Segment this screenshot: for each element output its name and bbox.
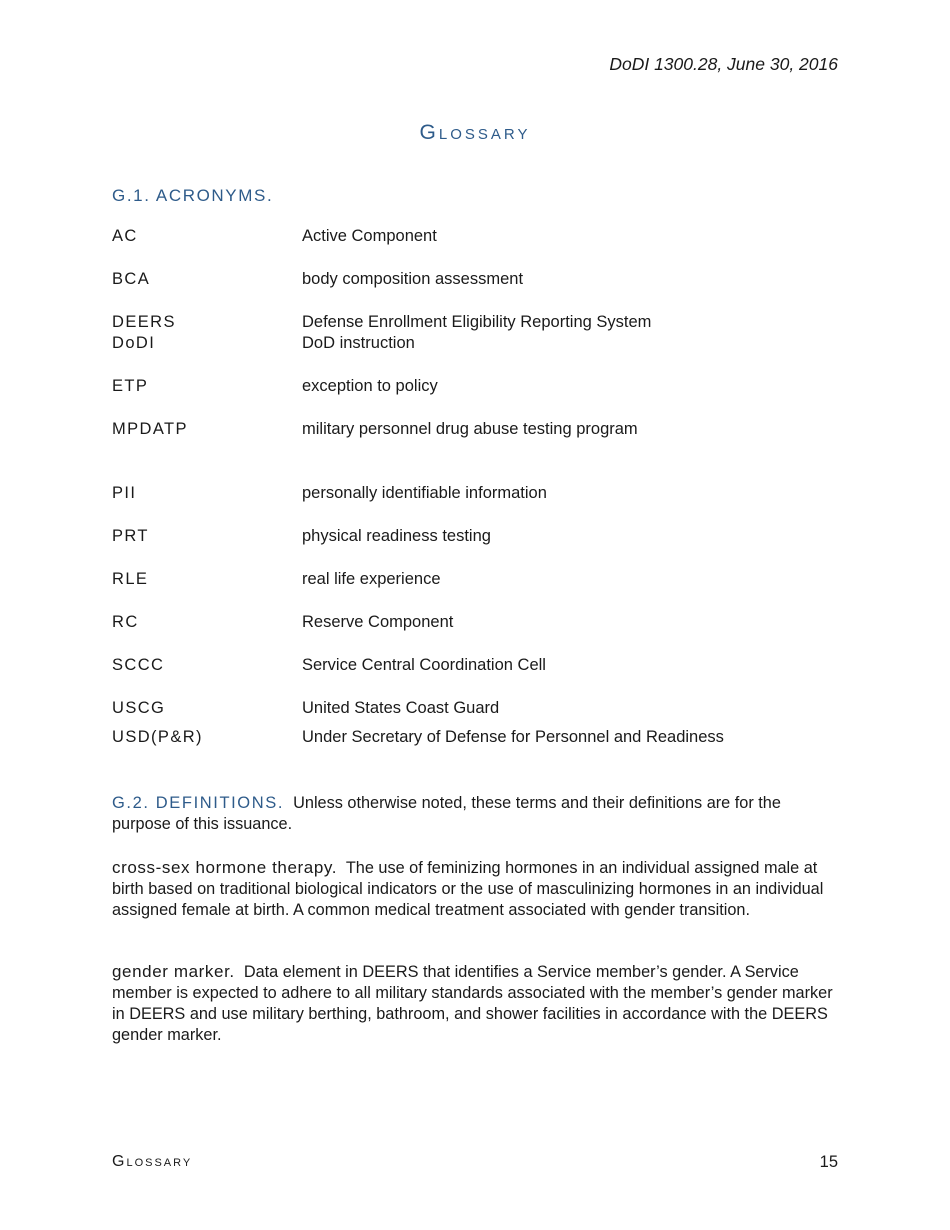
acronym-definition: Reserve Component bbox=[302, 613, 454, 631]
acronym-definition: Under Secretary of Defense for Personnel and Readiness bbox=[302, 728, 724, 746]
acronym-definition: real life experience bbox=[302, 570, 441, 588]
acronym-row bbox=[112, 482, 852, 504]
acronym-row bbox=[112, 418, 852, 440]
acronym-definition: United States Coast Guard bbox=[302, 699, 500, 717]
acronym-definition: Active Component bbox=[302, 227, 437, 245]
acronym-row bbox=[112, 332, 852, 354]
definition-text: Data element in DEERS that identifies a Service member’s gender. A Service member is expected to adhere to all military standards associated with the member’s gender marker in DEERS and use military berthing, bathroom, and shower facilities in accordance with the DEERS gender marker. bbox=[112, 963, 833, 1044]
acronym-row bbox=[112, 268, 852, 290]
definitions-intro-paragraph bbox=[112, 793, 838, 835]
acronym-definition: exception to policy bbox=[302, 377, 438, 395]
acronym-row bbox=[112, 726, 852, 748]
definition-entry bbox=[112, 961, 838, 1046]
acronym-term: PII bbox=[112, 484, 137, 502]
page-title: Glossary bbox=[419, 121, 531, 144]
acronym-definition: physical readiness testing bbox=[302, 527, 491, 545]
acronym-definition: Defense Enrollment Eligibility Reporting System bbox=[302, 313, 652, 331]
footer-page-number: 15 bbox=[819, 1153, 838, 1171]
acronym-definition: military personnel drug abuse testing program bbox=[302, 420, 638, 438]
acronym-row bbox=[112, 697, 852, 719]
acronym-term: RLE bbox=[112, 570, 149, 588]
acronym-term: BCA bbox=[112, 270, 151, 288]
acronym-row bbox=[112, 375, 852, 397]
footer-section-label: Glossary bbox=[112, 1153, 193, 1170]
acronym-definition: Service Central Coordination Cell bbox=[302, 656, 546, 674]
acronym-term: AC bbox=[112, 227, 138, 245]
acronym-term: MPDATP bbox=[112, 420, 188, 438]
acronym-term: PRT bbox=[112, 527, 149, 545]
definitions-heading: G.2. DEFINITIONS. bbox=[112, 794, 285, 812]
definition-entry bbox=[112, 857, 838, 921]
acronym-definition: DoD instruction bbox=[302, 334, 415, 352]
acronym-row bbox=[112, 225, 852, 247]
acronym-row bbox=[112, 654, 852, 676]
acronyms-heading: G.1. ACRONYMS. bbox=[112, 186, 274, 205]
acronym-term: DEERS bbox=[112, 313, 176, 331]
acronym-row bbox=[112, 611, 852, 633]
acronym-definition: body composition assessment bbox=[302, 270, 524, 288]
acronym-term: USCG bbox=[112, 699, 166, 717]
acronym-definition: personally identifiable information bbox=[302, 484, 547, 502]
acronym-term: ETP bbox=[112, 377, 149, 395]
acronym-term: DoDI bbox=[112, 334, 156, 352]
acronym-term: SCCC bbox=[112, 656, 165, 674]
acronym-row bbox=[112, 568, 852, 590]
acronym-term: USD(P&R) bbox=[112, 728, 203, 746]
definition-term: gender marker. bbox=[112, 962, 235, 981]
definition-term: cross-sex hormone therapy. bbox=[112, 858, 338, 877]
acronym-row bbox=[112, 311, 852, 333]
page-header-reference: DoDI 1300.28, June 30, 2016 bbox=[609, 54, 838, 74]
definitions-intro-text: Unless otherwise noted, these terms and their definitions are for the purpose of this issuance. bbox=[112, 794, 781, 833]
definition-text: The use of feminizing hormones in an individual assigned male at birth based on traditional biological indicators or the use of masculinizing hormones in an individual assigned female at birth. A common medical treatment associated with gender transition. bbox=[112, 859, 824, 919]
acronym-term: RC bbox=[112, 613, 139, 631]
acronym-row bbox=[112, 525, 852, 547]
